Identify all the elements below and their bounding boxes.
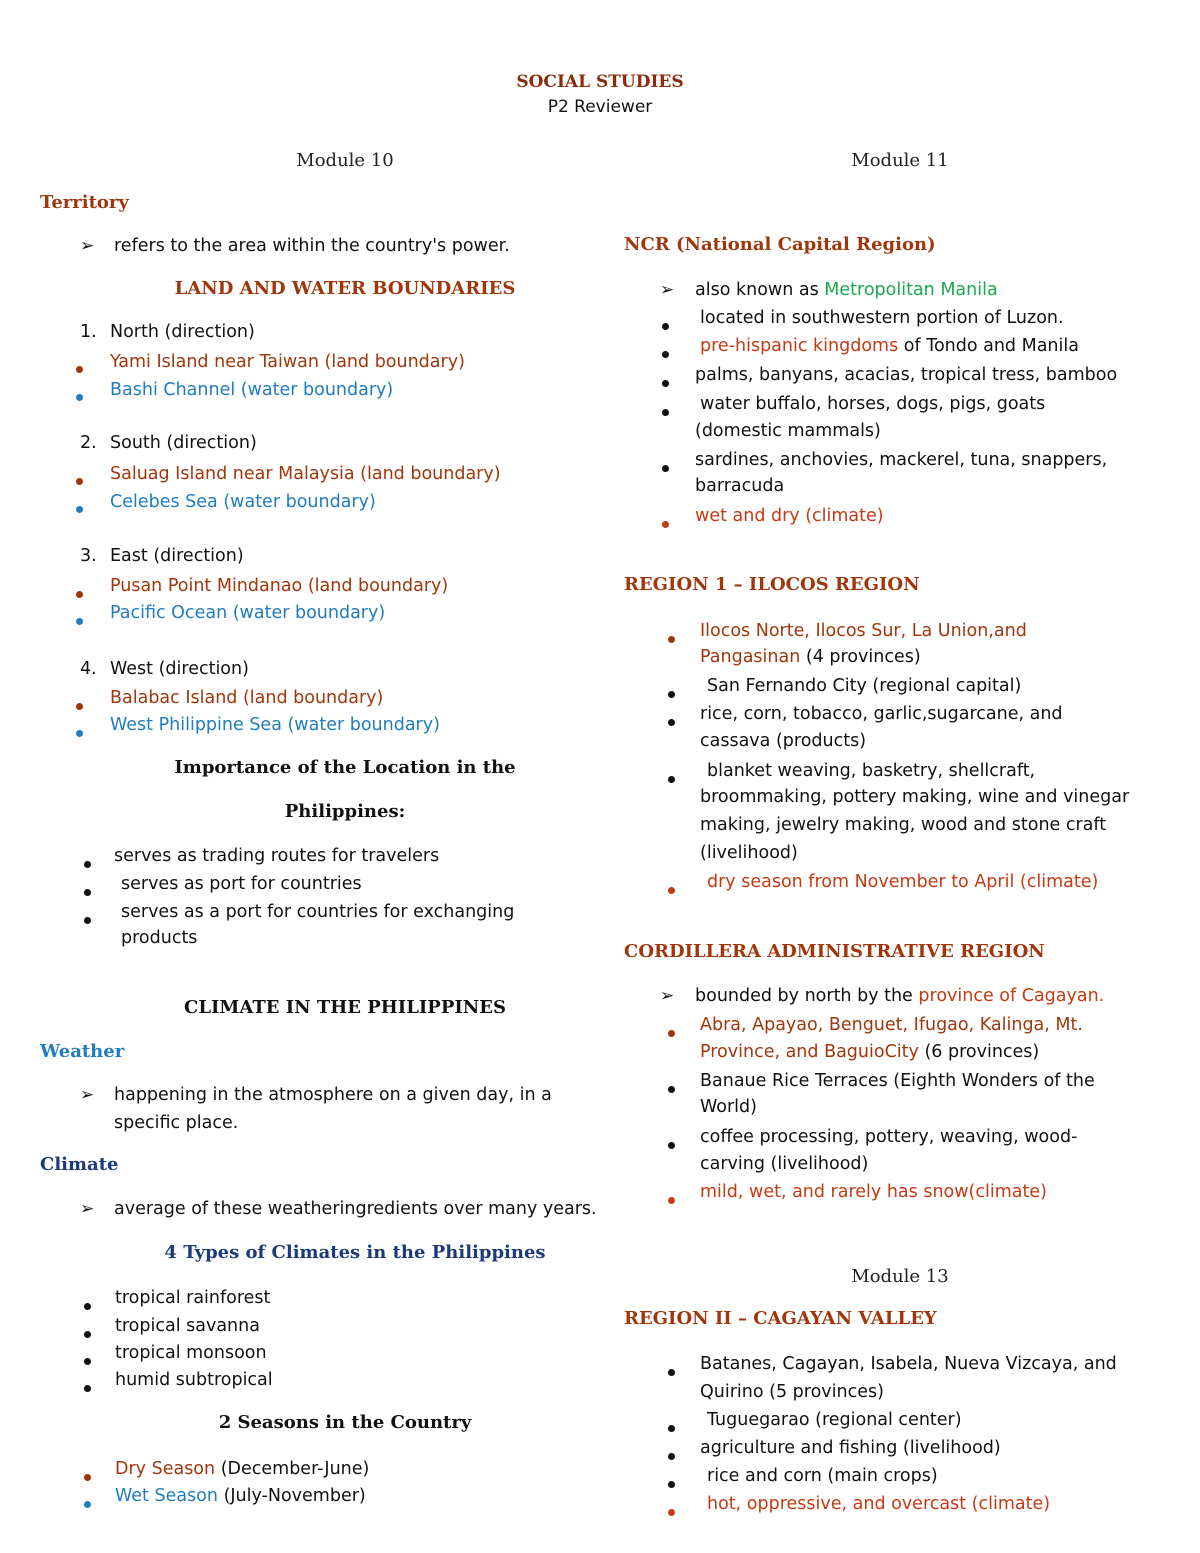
region-1-products: rice, corn, tobacco, garlic,sugarcane, and — [700, 704, 1063, 724]
module-11-label: Module 11 — [851, 150, 949, 171]
dry-season-range: (December-June) — [220, 1459, 370, 1479]
arrow-bullet-icon: ➢ — [660, 986, 675, 1006]
ncr-prehispanic-rest: of Tondo and Manila — [903, 336, 1079, 356]
car-livelihood: coffee processing, pottery, weaving, wood- — [700, 1127, 1078, 1147]
region-1-heading: REGION 1 – ILOCOS REGION — [624, 574, 920, 595]
bullet-icon — [668, 1078, 675, 1097]
direction-number: 1. — [80, 322, 97, 342]
region-1-provinces: Ilocos Norte, Ilocos Sur, La Union,and — [700, 621, 1027, 641]
ncr-aka — [695, 277, 998, 304]
climate-type: tropical monsoon — [115, 1343, 267, 1363]
land-boundary: Saluag Island near Malaysia (land boundary) — [110, 464, 501, 484]
bullet-icon — [668, 1417, 675, 1436]
bullet-icon — [84, 1323, 91, 1342]
bullet-icon — [76, 498, 83, 517]
direction-label: North (direction) — [110, 322, 255, 342]
ncr-aka-prefix: also known as — [695, 280, 819, 300]
region-2-heading: REGION II – CAGAYAN VALLEY — [624, 1308, 937, 1329]
wet-season-name: Wet Season — [115, 1486, 218, 1506]
car-banaue: Banaue Rice Terraces (Eighth Wonders of the — [700, 1071, 1095, 1091]
region-1-livelihood-cont: broommaking, pottery making, wine and vinegar — [700, 787, 1130, 807]
bullet-icon — [668, 1501, 675, 1520]
bullet-icon — [84, 853, 91, 872]
region-1-province-count: (4 provinces) — [805, 647, 921, 667]
bullet-icon — [84, 909, 91, 928]
land-boundary: Yami Island near Taiwan (land boundary) — [110, 352, 465, 372]
bullet-icon — [76, 470, 83, 489]
region-1-provinces-cont — [700, 644, 921, 671]
car-climate: mild, wet, and rarely has snow(climate) — [700, 1182, 1047, 1202]
car-provinces-highlight: Province, and BaguioCity — [700, 1042, 919, 1062]
bullet-icon — [84, 1350, 91, 1369]
bullet-icon — [84, 1295, 91, 1314]
document-title: SOCIAL STUDIES — [516, 72, 684, 92]
bullet-icon — [662, 343, 669, 362]
bullet-icon — [668, 628, 675, 647]
car-provinces-cont — [700, 1039, 1039, 1066]
climate-definition: average of these weatheringredients over many years. — [114, 1199, 597, 1219]
car-bounded-prefix: bounded by north by the — [695, 986, 913, 1006]
region-2-provinces: Batanes, Cagayan, Isabela, Nueva Vizcaya, and — [700, 1354, 1117, 1374]
importance-item-cont: products — [121, 928, 198, 948]
bullet-icon — [668, 768, 675, 787]
ncr-fish-cont: barracuda — [695, 476, 785, 496]
region-1-products-cont: cassava (products) — [700, 731, 867, 751]
bullet-icon — [76, 358, 83, 377]
car-provinces: Abra, Apayao, Benguet, Ifugao, Kalinga, Mt. — [700, 1015, 1083, 1035]
region-2-center: Tuguegarao (regional center) — [707, 1410, 962, 1430]
bullet-icon — [662, 372, 669, 391]
car-bounded — [695, 983, 1104, 1010]
importance-item: serves as a port for countries for exchanging — [121, 902, 515, 922]
bullet-icon — [76, 386, 83, 405]
region-1-livelihood-cont: making, jewelry making, wood and stone craft — [700, 815, 1107, 835]
region-2-provinces-cont: Quirino (5 provinces) — [700, 1382, 884, 1402]
document-subtitle: P2 Reviewer — [547, 97, 653, 117]
region-1-province-pangasinan: Pangasinan — [700, 647, 801, 667]
land-boundary: Balabac Island (land boundary) — [110, 688, 384, 708]
ncr-aka-name: Metropolitan Manila — [824, 280, 998, 300]
bullet-icon — [662, 401, 669, 420]
arrow-bullet-icon: ➢ — [660, 280, 675, 300]
dry-season-name: Dry Season — [115, 1459, 216, 1479]
module-13-label: Module 13 — [851, 1266, 949, 1287]
region-1-livelihood: blanket weaving, basketry, shellcraft, — [707, 761, 1036, 781]
region-2-livelihood: agriculture and fishing (livelihood) — [700, 1438, 1001, 1458]
region-1-climate: dry season from November to April (climate) — [707, 872, 1099, 892]
bullet-icon — [76, 583, 83, 602]
direction-number: 3. — [80, 546, 97, 566]
bullet-icon — [662, 457, 669, 476]
boundaries-heading: LAND AND WATER BOUNDARIES — [174, 278, 516, 299]
direction-label: East (direction) — [110, 546, 244, 566]
ncr-plants: palms, banyans, acacias, tropical tress, bamboo — [695, 365, 1118, 385]
arrow-bullet-icon: ➢ — [80, 236, 95, 256]
ncr-animals: water buffalo, horses, dogs, pigs, goats — [700, 394, 1046, 414]
water-boundary: Celebes Sea (water boundary) — [110, 492, 376, 512]
bullet-icon — [84, 1377, 91, 1396]
dry-season-item — [115, 1456, 369, 1483]
bullet-icon — [668, 1445, 675, 1464]
wet-season-range: (July-November) — [223, 1486, 366, 1506]
importance-item: serves as trading routes for travelers — [114, 846, 440, 866]
ncr-prehispanic-highlight: pre-hispanic kingdoms — [700, 336, 899, 356]
direction-label: West (direction) — [110, 659, 249, 679]
weather-heading: Weather — [40, 1041, 125, 1062]
seasons-heading: 2 Seasons in the Country — [218, 1412, 472, 1433]
weather-definition: happening in the atmosphere on a given day, in a — [114, 1085, 552, 1105]
car-province-count: (6 provinces) — [924, 1042, 1040, 1062]
territory-heading: Territory — [40, 192, 129, 213]
car-bounded-province: province of Cagayan. — [918, 986, 1105, 1006]
bullet-icon — [662, 315, 669, 334]
water-boundary: Pacific Ocean (water boundary) — [110, 603, 386, 623]
arrow-bullet-icon: ➢ — [80, 1199, 95, 1219]
bullet-icon — [668, 879, 675, 898]
direction-number: 2. — [80, 433, 97, 453]
climate-subheading: Climate — [40, 1154, 119, 1175]
climate-heading: CLIMATE IN THE PHILIPPINES — [184, 997, 506, 1018]
ncr-climate: wet and dry (climate) — [695, 506, 884, 526]
arrow-bullet-icon: ➢ — [80, 1085, 95, 1105]
ncr-heading: NCR (National Capital Region) — [624, 234, 936, 255]
climate-types-heading: 4 Types of Climates in the Philippines — [164, 1242, 546, 1263]
climate-type: tropical savanna — [115, 1316, 260, 1336]
ncr-fish: sardines, anchovies, mackerel, tuna, snappers, — [695, 450, 1108, 470]
bullet-icon — [668, 1473, 675, 1492]
bullet-icon — [668, 683, 675, 702]
bullet-icon — [76, 610, 83, 629]
land-boundary: Pusan Point Mindanao (land boundary) — [110, 576, 449, 596]
climate-type: tropical rainforest — [115, 1288, 271, 1308]
region-2-climate: hot, oppressive, and overcast (climate) — [707, 1494, 1051, 1514]
bullet-icon — [668, 1361, 675, 1380]
ncr-location: located in southwestern portion of Luzon. — [700, 308, 1064, 328]
car-banaue-cont: World) — [700, 1097, 757, 1117]
direction-number: 4. — [80, 659, 97, 679]
bullet-icon — [84, 1493, 91, 1512]
importance-heading: Importance of the Location in the — [174, 757, 516, 778]
car-heading: CORDILLERA ADMINISTRATIVE REGION — [624, 941, 1045, 962]
region-1-livelihood-cont: (livelihood) — [700, 843, 798, 863]
territory-definition: refers to the area within the country's power. — [114, 236, 510, 256]
car-livelihood-cont: carving (livelihood) — [700, 1154, 869, 1174]
module-10-label: Module 10 — [296, 150, 394, 171]
bullet-icon — [668, 1134, 675, 1153]
bullet-icon — [668, 711, 675, 730]
importance-heading-2: Philippines: — [284, 801, 406, 822]
direction-label: South (direction) — [110, 433, 257, 453]
water-boundary: West Philippine Sea (water boundary) — [110, 715, 440, 735]
bullet-icon — [668, 1022, 675, 1041]
water-boundary: Bashi Channel (water boundary) — [110, 380, 394, 400]
bullet-icon — [76, 695, 83, 714]
importance-item: serves as port for countries — [121, 874, 362, 894]
bullet-icon — [662, 513, 669, 532]
region-1-capital: San Fernando City (regional capital) — [707, 676, 1022, 696]
wet-season-item — [115, 1483, 366, 1510]
region-2-crops: rice and corn (main crops) — [707, 1466, 938, 1486]
climate-type: humid subtropical — [115, 1370, 273, 1390]
ncr-animals-cont: (domestic mammals) — [695, 421, 881, 441]
bullet-icon — [76, 722, 83, 741]
weather-definition-cont: specific place. — [114, 1113, 239, 1133]
bullet-icon — [668, 1189, 675, 1208]
bullet-icon — [84, 881, 91, 900]
bullet-icon — [84, 1466, 91, 1485]
ncr-prehispanic — [700, 333, 1079, 360]
